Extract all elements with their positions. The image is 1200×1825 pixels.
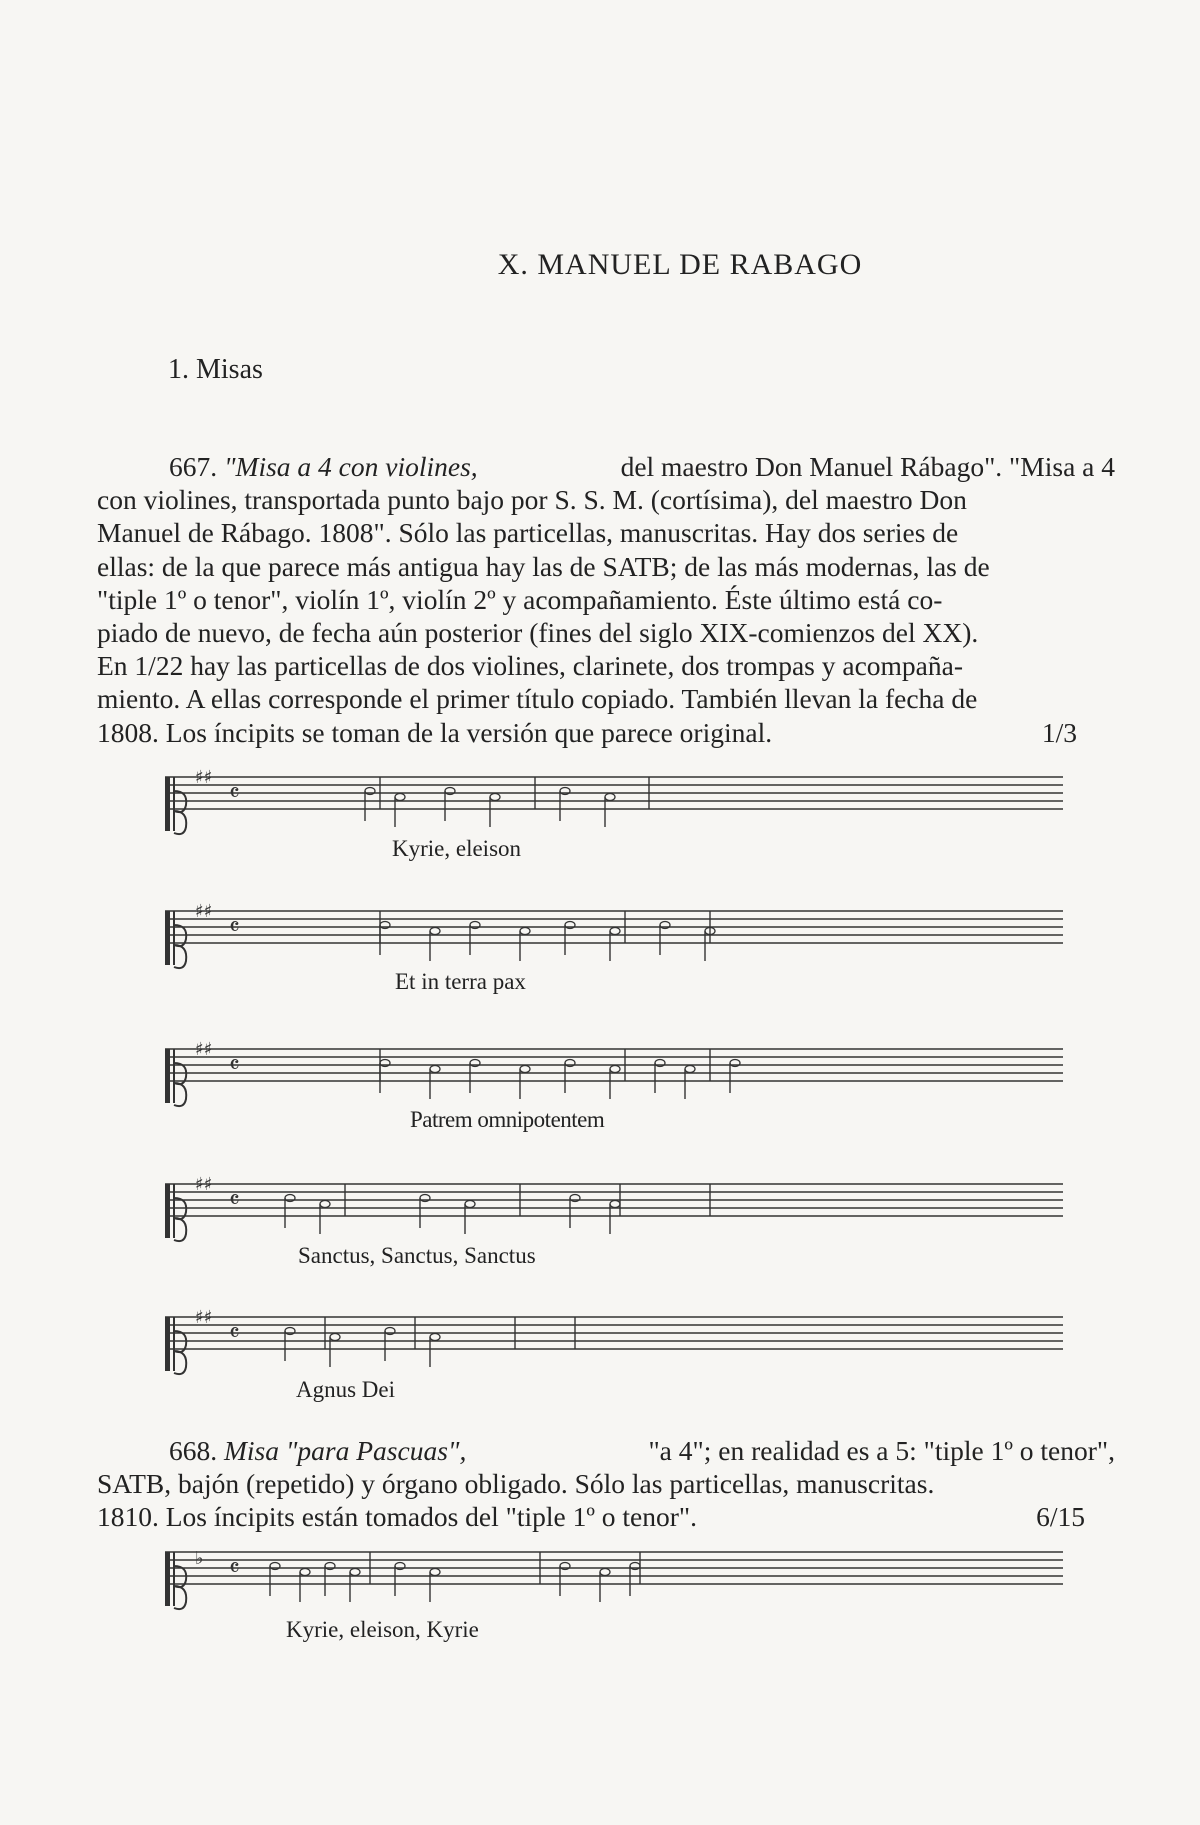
note-head <box>610 1201 620 1208</box>
entry-text-line: 1810. Los íncipits están tomados del "tiple 1º o tenor". <box>97 1501 697 1533</box>
common-time-icon: 𝄴 <box>229 1186 240 1214</box>
entry-text-line: ellas: de la que parece más antigua hay las de SATB; de las más modernas, las de <box>97 550 990 582</box>
incipit-lyric: Kyrie, eleison, Kyrie <box>286 1617 479 1642</box>
note-head <box>685 1066 695 1073</box>
common-time-icon: 𝄴 <box>229 779 240 807</box>
entry-text-line: SATB, bajón (repetido) y órgano obligado. Sólo las particellas, manuscritas. <box>97 1468 935 1500</box>
entry-title: Misa "para Pascuas", <box>224 1435 467 1466</box>
catalog-entry-668 <box>97 1434 1115 1534</box>
clef-bar <box>165 911 170 965</box>
music-incipit-staff <box>165 765 1063 855</box>
clef-bar <box>165 1049 170 1103</box>
common-time-icon: 𝄴 <box>229 1554 240 1582</box>
note-head <box>350 1569 360 1576</box>
entry-text-line: En 1/22 hay las particellas de dos violines, clarinete, dos trompas y acompaña- <box>97 650 963 682</box>
note-head <box>430 1569 440 1576</box>
chapter-title: X. MANUEL DE RABAGO <box>497 248 863 281</box>
entry-text-line: "a 4"; en realidad es a 5: "tiple 1º o tenor", <box>648 1435 1115 1466</box>
sharp-icon: ♯♯ <box>195 767 213 788</box>
entry-text-line: piado de nuevo, de fecha aún posterior (fines del siglo XIX-comienzos del XX). <box>97 617 979 649</box>
entry-last-line <box>97 1500 1115 1533</box>
entry-text-line: del maestro Don Manuel Rábago". "Misa a 4 <box>620 451 1115 482</box>
note-head <box>330 1334 340 1341</box>
clef-bar <box>165 1552 170 1606</box>
note-head <box>300 1569 310 1576</box>
note-head <box>520 1066 530 1073</box>
note-head <box>600 1569 610 1576</box>
incipit-lyric: Kyrie, eleison <box>392 836 522 861</box>
sharp-icon: ♯♯ <box>195 901 213 922</box>
catalog-reference: 1/3 <box>1041 716 1077 748</box>
note-head <box>320 1201 330 1208</box>
note-head <box>430 928 440 935</box>
music-staff-svg <box>165 1037 1063 1127</box>
incipit-lyric: Sanctus, Sanctus, Sanctus <box>298 1243 536 1268</box>
entry-text-line: miento. A ellas corresponde el primer título copiado. También llevan la fecha de <box>97 683 978 715</box>
common-time-icon: 𝄴 <box>229 913 240 941</box>
section-heading: 1. Misas <box>168 354 263 385</box>
note-head <box>430 1334 440 1341</box>
note-head <box>430 1066 440 1073</box>
incipit-lyric: Et in terra pax <box>395 969 526 994</box>
entry-text-line: Manuel de Rábago. 1808". Sólo las particellas, manuscritas. Hay dos series de <box>97 517 959 549</box>
music-incipit-staff <box>165 1037 1063 1127</box>
entry-last-line <box>97 716 1115 749</box>
entry-title: "Misa a 4 con violines, <box>224 451 478 482</box>
music-staff-svg <box>165 765 1063 855</box>
music-staff-svg <box>165 899 1063 989</box>
music-incipit-staff <box>165 899 1063 989</box>
note-head <box>610 928 620 935</box>
entry-line <box>97 450 1115 483</box>
sharp-icon: ♯♯ <box>195 1039 213 1060</box>
note-head <box>610 1066 620 1073</box>
catalog-entry-667 <box>97 450 1115 749</box>
entry-line <box>97 1434 1115 1467</box>
common-time-icon: 𝄴 <box>229 1319 240 1347</box>
entry-text-line: con violines, transportada punto bajo por S. S. M. (cortísima), del maestro Don <box>97 484 967 516</box>
clef-bar <box>165 1184 170 1238</box>
catalog-reference: 6/15 <box>1036 1501 1085 1533</box>
entry-text-line: "tiple 1º o tenor", violín 1º, violín 2º y acompañamiento. Éste último está co- <box>97 583 943 615</box>
sharp-icon: ♯♯ <box>195 1174 213 1195</box>
incipit-lyric: Patrem omnipotentem <box>410 1107 605 1132</box>
note-head <box>395 794 405 801</box>
entry-number: 668. <box>169 1435 218 1466</box>
flat-icon: ♭ <box>195 1548 204 1569</box>
note-head <box>490 794 500 801</box>
entry-text-line: 1808. Los íncipits se toman de la versión que parece original. <box>97 716 773 748</box>
entry-number: 667. <box>169 451 218 482</box>
clef-bar <box>165 777 170 831</box>
note-head <box>605 794 615 801</box>
common-time-icon: 𝄴 <box>229 1051 240 1079</box>
note-head <box>465 1201 475 1208</box>
sharp-icon: ♯♯ <box>195 1307 213 1328</box>
incipit-lyric: Agnus Dei <box>296 1377 396 1402</box>
note-head <box>520 928 530 935</box>
clef-bar <box>165 1317 170 1371</box>
